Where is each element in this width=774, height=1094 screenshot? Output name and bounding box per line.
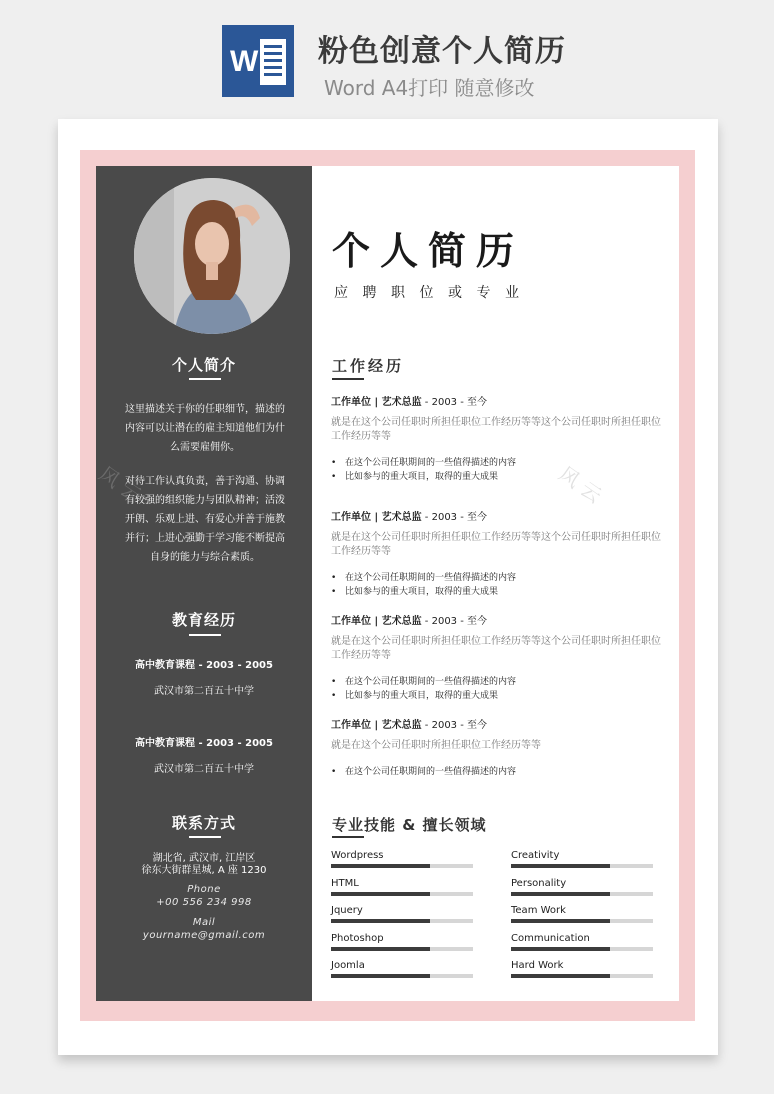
job-bullet: • 在这个公司任职期间的一些值得描述的内容 [331, 456, 516, 470]
mail-label: Mail [192, 917, 216, 928]
education-item-school: 武汉市第二百五十中学 [154, 764, 254, 775]
skill-bar [331, 947, 473, 951]
resume-title: 个人简历 [332, 229, 525, 273]
job-bullet: • 比如参与的重大项目，取得的重大成果 [331, 689, 498, 703]
skill-item [331, 905, 476, 923]
pink-frame [80, 150, 695, 1021]
intro-paragraph-1: 这里描述关于你的任职细节，描述的内容可以让潜在的雇主知道他们为什么需要雇佣你。 [125, 404, 285, 453]
skill-item [331, 960, 476, 978]
job-bullet: • 在这个公司任职期间的一些值得描述的内容 [331, 571, 516, 585]
intro-paragraph-2: 对待工作认真负责，善于沟通、协调有较强的组织能力与团队精神；活泼开朗、乐观上进、有爱心并善于施教并行；上进心强勤于学习能不断提高自身的能力与综合素质。 [125, 476, 285, 563]
skill-bar-fill [331, 919, 430, 923]
education-item-school: 武汉市第二百五十中学 [154, 686, 254, 697]
skill-bar-fill [331, 974, 430, 978]
job-heading [331, 393, 487, 408]
skills-title: 专业技能 & 擅长领域 [332, 816, 487, 834]
job-company: 工作单位 | 艺术总监 [331, 512, 422, 523]
header-subtitle: Word A4打印 随意修改 [324, 76, 535, 100]
skill-bar [511, 864, 653, 868]
skill-name: Communication [511, 932, 590, 944]
skill-item [331, 850, 476, 868]
skill-name: Wordpress [331, 850, 384, 861]
main-column [312, 166, 679, 1001]
job-period: - 2003 - 至今 [421, 512, 488, 523]
phone-label: Phone [187, 884, 221, 895]
skill-name: Creativity [511, 850, 560, 861]
skill-bar [331, 864, 473, 868]
skill-name: Team Work [511, 905, 566, 916]
skill-item [331, 878, 476, 896]
skill-bar-fill [511, 864, 610, 868]
resume-page [58, 119, 718, 1055]
education-item-title: 高中教育课程 - 2003 - 2005 [135, 660, 273, 671]
skill-item [511, 933, 656, 951]
skill-bar [511, 919, 653, 923]
person-photo-icon [134, 178, 290, 334]
skills-underline [332, 836, 364, 838]
skill-bar [331, 919, 473, 923]
skill-name: Jquery [331, 905, 363, 916]
word-icon-letter: W [230, 45, 259, 78]
mail-address: yourname@gmail.com [142, 930, 266, 941]
skill-bar [511, 892, 653, 896]
job-bullet: • 在这个公司任职期间的一些值得描述的内容 [331, 765, 516, 779]
job-period: - 2003 - 至今 [421, 397, 488, 408]
skill-bar-fill [331, 892, 430, 896]
resume-inner [96, 166, 679, 1001]
job-bullet: • 比如参与的重大项目，取得的重大成果 [331, 470, 498, 484]
skill-item [511, 905, 656, 923]
skill-name: HTML [331, 877, 359, 889]
header-title: 粉色创意个人简历 [318, 34, 566, 69]
skill-bar-fill [511, 892, 610, 896]
skill-bar-fill [511, 947, 610, 951]
skill-bar [511, 974, 653, 978]
skill-item [511, 960, 656, 978]
job-bullet: • 在这个公司任职期间的一些值得描述的内容 [331, 675, 516, 689]
address-line-2: 徐东大街群星城, A 座 1230 [141, 865, 267, 876]
skill-item [331, 933, 476, 951]
word-icon [222, 25, 294, 97]
job-company: 工作单位 | 艺术总监 [331, 720, 422, 731]
job-company: 工作单位 | 艺术总监 [331, 397, 422, 408]
contact-underline [189, 836, 221, 838]
skill-name: Joomla [331, 960, 365, 971]
job-description: 就是在这个公司任职时所担任职位工作经历等等这个公司任职时所担任职位工作经历等等 [331, 532, 661, 557]
watermark: 风 云 [554, 461, 607, 508]
job-heading [331, 612, 487, 627]
intro-underline [189, 378, 221, 380]
skill-bar [331, 892, 473, 896]
job-company: 工作单位 | 艺术总监 [331, 616, 422, 627]
work-underline [332, 378, 364, 380]
job-bullet: • 比如参与的重大项目，取得的重大成果 [331, 585, 498, 599]
watermark: 风 云 [94, 461, 147, 508]
address-line-1: 湖北省, 武汉市, 江岸区 [152, 853, 256, 864]
skill-bar [511, 947, 653, 951]
work-title: 工作经历 [332, 357, 405, 375]
job-period: - 2003 - 至今 [421, 616, 488, 627]
header [0, 0, 774, 110]
phone-number: +00 556 234 998 [156, 897, 252, 908]
job-description: 就是在这个公司任职时所担任职位工作经历等等这个公司任职时所担任职位工作经历等等 [331, 636, 661, 661]
education-title: 教育经历 [171, 611, 236, 629]
sidebar [96, 166, 312, 1001]
intro-title: 个人简介 [171, 356, 236, 374]
skill-item [511, 878, 656, 896]
profile-photo [134, 178, 290, 334]
skill-name: Photoshop [331, 932, 384, 944]
skill-bar-fill [511, 974, 610, 978]
contact-title: 联系方式 [171, 814, 236, 832]
job-heading [331, 716, 487, 731]
job-description: 就是在这个公司任职时所担任职位工作经历等等 [331, 740, 541, 751]
job-heading [331, 508, 487, 523]
skill-bar [331, 974, 473, 978]
skill-item [511, 850, 656, 868]
skill-bar-fill [331, 864, 430, 868]
skill-name: Personality [511, 877, 567, 889]
skill-bar-fill [331, 947, 430, 951]
position-applied: 应聘职位或专业 [334, 285, 534, 301]
skill-bar-fill [511, 919, 610, 923]
job-description: 就是在这个公司任职时所担任职位工作经历等等这个公司任职时所担任职位工作经历等等 [331, 417, 661, 442]
education-underline [189, 634, 221, 636]
education-item-title: 高中教育课程 - 2003 - 2005 [135, 738, 273, 749]
skill-name: Hard Work [511, 960, 564, 971]
job-period: - 2003 - 至今 [421, 720, 488, 731]
